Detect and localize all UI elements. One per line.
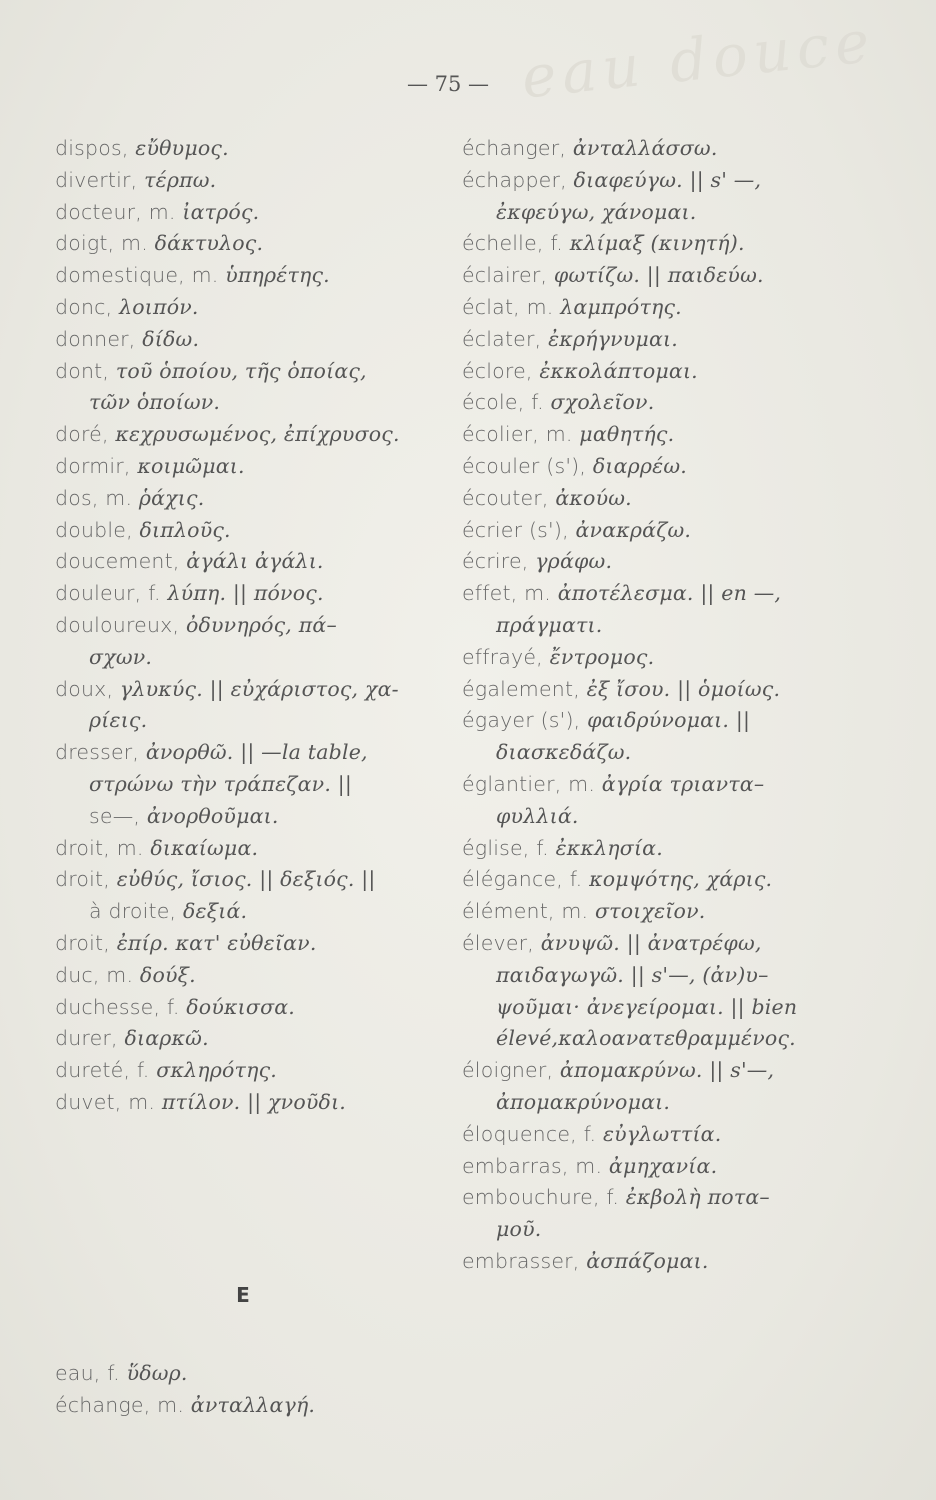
french-headword: dormir, bbox=[55, 453, 138, 478]
greek-translation: διαρρέω. bbox=[592, 453, 687, 478]
french-headword: écrier (s'), bbox=[462, 517, 576, 542]
dictionary-entry-line bbox=[462, 864, 872, 896]
dictionary-entry-line bbox=[55, 260, 455, 292]
greek-translation: ρίεις. bbox=[89, 708, 148, 733]
greek-translation: λοιπόν. bbox=[119, 294, 199, 319]
dictionary-entry-line bbox=[55, 546, 455, 578]
french-headword: écouler (s'), bbox=[462, 453, 593, 478]
greek-translation: μαθητής. bbox=[579, 422, 675, 447]
french-headword: droit, bbox=[55, 867, 117, 892]
greek-translation: élevé,καλοανατεθραμμένος. bbox=[496, 1026, 796, 1051]
dictionary-entry-line bbox=[462, 1023, 872, 1055]
right-column bbox=[462, 133, 872, 1278]
french-headword: dont, bbox=[55, 358, 116, 383]
greek-translation: ἀνορθῶ. || —la table, bbox=[145, 740, 368, 765]
greek-translation: στρώνω τὴν τράπεζαν. || bbox=[89, 771, 352, 796]
left-column bbox=[55, 133, 455, 1119]
french-headword: dresser, bbox=[55, 740, 146, 765]
greek-translation: μοῦ. bbox=[496, 1217, 542, 1242]
dictionary-entry-line bbox=[55, 896, 455, 928]
dictionary-entry-line bbox=[55, 387, 455, 419]
greek-translation: εὔθυμος. bbox=[135, 136, 229, 160]
dictionary-entry-line bbox=[55, 133, 455, 165]
greek-translation: γράφω. bbox=[535, 549, 613, 574]
dictionary-entry-line bbox=[55, 356, 455, 388]
greek-translation: εὐθύς, ἴσιος. || δεξιός. || bbox=[116, 867, 376, 892]
dictionary-entry-line bbox=[55, 705, 455, 737]
greek-translation: δίδω. bbox=[142, 326, 200, 351]
french-headword: docteur, m. bbox=[55, 199, 183, 224]
greek-translation: στοιχεῖον. bbox=[594, 899, 706, 924]
greek-translation: ῥάχις. bbox=[138, 485, 205, 510]
greek-translation: ἐκκλησία. bbox=[555, 835, 663, 860]
greek-translation: ἀνταλλαγή. bbox=[190, 1392, 316, 1417]
french-headword: églantier, m. bbox=[462, 771, 602, 796]
left-column-continuation bbox=[55, 1358, 455, 1422]
french-headword: se—, bbox=[89, 803, 147, 828]
dictionary-entry-line bbox=[462, 1055, 872, 1087]
dictionary-entry-line bbox=[55, 960, 455, 992]
dictionary-entry-line bbox=[55, 165, 455, 197]
dictionary-entry-line bbox=[462, 515, 872, 547]
greek-translation: ὕδωρ. bbox=[126, 1361, 188, 1385]
dictionary-entry-line bbox=[55, 610, 455, 642]
greek-translation: παιδαγωγῶ. || s'—, (ἀν)υ– bbox=[496, 962, 769, 987]
french-headword: donner, bbox=[55, 326, 143, 351]
greek-translation: κεχρυσωμένος, ἐπίχρυσος. bbox=[115, 422, 400, 447]
dictionary-entry-line bbox=[55, 419, 455, 451]
greek-translation: ἀπομακρύνομαι. bbox=[496, 1089, 671, 1114]
dictionary-entry-line bbox=[462, 610, 872, 642]
dictionary-entry-line bbox=[462, 578, 872, 610]
french-headword: école, f. bbox=[462, 390, 551, 415]
french-headword: divertir, bbox=[55, 167, 145, 192]
greek-translation: διπλοῦς. bbox=[139, 517, 231, 542]
dictionary-entry-line bbox=[462, 737, 872, 769]
greek-translation: σκληρότης. bbox=[156, 1058, 277, 1083]
french-headword: échelle, f. bbox=[462, 231, 570, 256]
greek-translation: διαρκῶ. bbox=[124, 1026, 209, 1051]
french-headword: domestique, m. bbox=[55, 263, 226, 288]
greek-translation: δεξιά. bbox=[183, 899, 248, 924]
dictionary-entry-line bbox=[462, 133, 872, 165]
greek-translation: σχολεῖον. bbox=[550, 390, 655, 415]
dictionary-entry-line bbox=[55, 228, 455, 260]
greek-translation: ἀνορθοῦμαι. bbox=[146, 803, 279, 828]
french-headword: effet, m. bbox=[462, 581, 558, 606]
greek-translation: ἐκφεύγω, χάνομαι. bbox=[496, 199, 697, 224]
dictionary-entry-line bbox=[462, 674, 872, 706]
greek-translation: ἐξ ἴσου. || ὁμοίως. bbox=[586, 676, 781, 701]
greek-translation: δικαίωμα. bbox=[150, 835, 259, 860]
greek-translation: λαμπρότης. bbox=[560, 294, 682, 319]
dictionary-entry-line bbox=[462, 292, 872, 324]
greek-translation: ἀνταλλάσσω. bbox=[572, 136, 718, 160]
greek-translation: ἐκβολὴ ποτα– bbox=[625, 1185, 770, 1210]
french-headword: effrayé, bbox=[462, 644, 550, 669]
dictionary-entry-line bbox=[462, 1182, 872, 1214]
greek-translation: φαιδρύνομαι. || bbox=[587, 708, 751, 733]
dictionary-entry-line bbox=[55, 1358, 455, 1390]
french-headword: écouter, bbox=[462, 485, 556, 510]
dictionary-entry-line bbox=[55, 1023, 455, 1055]
greek-translation: σχων. bbox=[89, 644, 153, 669]
dictionary-entry-line bbox=[462, 833, 872, 865]
french-headword: éclater, bbox=[462, 326, 549, 351]
greek-translation: διασκεδάζω. bbox=[496, 740, 632, 765]
french-headword: écrire, bbox=[462, 549, 536, 574]
dictionary-entry-line bbox=[462, 896, 872, 928]
french-headword: embouchure, f. bbox=[462, 1185, 626, 1210]
dictionary-entry-line bbox=[462, 801, 872, 833]
french-headword: duchesse, f. bbox=[55, 994, 187, 1019]
dictionary-entry-line bbox=[462, 419, 872, 451]
greek-translation: ἀνακράζω. bbox=[575, 517, 692, 542]
dictionary-entry-line bbox=[462, 197, 872, 229]
french-headword: éloquence, f. bbox=[462, 1121, 603, 1146]
dictionary-entry-line bbox=[462, 769, 872, 801]
dictionary-entry-line bbox=[55, 515, 455, 547]
handwritten-annotation: eau douce bbox=[518, 6, 879, 112]
french-headword: éclairer, bbox=[462, 263, 554, 288]
greek-translation: ἐπίρ. κατ' εὐθεῖαν. bbox=[116, 930, 317, 955]
dictionary-entry-line bbox=[55, 928, 455, 960]
greek-translation: ἔντρομος. bbox=[549, 644, 655, 669]
dictionary-entry-line bbox=[55, 197, 455, 229]
section-heading: E bbox=[236, 1283, 250, 1307]
greek-translation: ἀκούω. bbox=[555, 485, 632, 510]
dictionary-entry-line bbox=[55, 1055, 455, 1087]
dictionary-entry-line bbox=[462, 992, 872, 1024]
french-headword: église, f. bbox=[462, 835, 556, 860]
greek-translation: ἀνυψῶ. || ἀνατρέφω, bbox=[540, 930, 762, 955]
french-headword: échange, m. bbox=[55, 1392, 191, 1417]
french-headword: dos, m. bbox=[55, 485, 139, 510]
dictionary-entry-line bbox=[55, 992, 455, 1024]
dictionary-entry-line bbox=[462, 1151, 872, 1183]
greek-translation: διαφεύγω. || s' —, bbox=[573, 167, 762, 192]
dictionary-entry-line bbox=[462, 705, 872, 737]
dictionary-entry-line bbox=[462, 324, 872, 356]
greek-translation: φωτίζω. || παιδεύω. bbox=[553, 263, 764, 288]
greek-translation: ἀπομακρύνω. || s'—, bbox=[559, 1058, 775, 1083]
french-headword: doré, bbox=[55, 422, 116, 447]
french-headword: eau, f. bbox=[55, 1361, 127, 1385]
dictionary-entry-line bbox=[462, 1214, 872, 1246]
dictionary-entry-line bbox=[462, 642, 872, 674]
dictionary-entry-line bbox=[55, 674, 455, 706]
greek-translation: κομψότης, χάρις. bbox=[589, 867, 773, 892]
dictionary-entry-line bbox=[462, 928, 872, 960]
dictionary-entry-line bbox=[55, 324, 455, 356]
french-headword: écolier, m. bbox=[462, 422, 580, 447]
greek-translation: κοιμῶμαι. bbox=[137, 453, 245, 478]
greek-translation: δούκισσα. bbox=[186, 994, 296, 1019]
greek-translation: ἀσπάζομαι. bbox=[586, 1248, 709, 1273]
french-headword: à droite, bbox=[89, 899, 183, 924]
french-headword: également, bbox=[462, 676, 587, 701]
dictionary-entry-line bbox=[55, 1087, 455, 1119]
french-headword: duvet, m. bbox=[55, 1089, 162, 1114]
greek-translation: ἀγάλι ἀγάλι. bbox=[186, 549, 324, 574]
greek-translation: δούξ. bbox=[139, 962, 196, 987]
dictionary-entry-line bbox=[55, 864, 455, 896]
greek-translation: ἀποτέλεσμα. || en —, bbox=[557, 581, 782, 606]
greek-translation: πτίλον. || χνοῦδι. bbox=[161, 1089, 347, 1114]
greek-translation: ἰατρός. bbox=[182, 199, 260, 224]
french-headword: droit, bbox=[55, 930, 117, 955]
greek-translation: κλίμαξ (κινητή). bbox=[569, 231, 745, 256]
greek-translation: ὑπηρέτης. bbox=[225, 263, 330, 288]
dictionary-entry-line bbox=[462, 260, 872, 292]
dictionary-entry-line bbox=[55, 1390, 455, 1422]
french-headword: échanger, bbox=[462, 136, 573, 160]
french-headword: douloureux, bbox=[55, 612, 186, 637]
french-headword: élément, m. bbox=[462, 899, 595, 924]
french-headword: doux, bbox=[55, 676, 120, 701]
greek-translation: δάκτυλος. bbox=[154, 231, 264, 256]
dictionary-entry-line bbox=[55, 578, 455, 610]
dictionary-entry-line bbox=[55, 483, 455, 515]
french-headword: élégance, f. bbox=[462, 867, 590, 892]
dictionary-entry-line bbox=[462, 960, 872, 992]
french-headword: doucement, bbox=[55, 549, 187, 574]
greek-translation: ἀγρία τριαντα– bbox=[601, 771, 765, 796]
dictionary-entry-line bbox=[462, 228, 872, 260]
dictionary-entry-line bbox=[462, 451, 872, 483]
french-headword: duc, m. bbox=[55, 962, 140, 987]
dictionary-entry-line bbox=[462, 546, 872, 578]
greek-translation: λύπη. || πόνος. bbox=[167, 581, 324, 606]
dictionary-entry-line bbox=[462, 165, 872, 197]
french-headword: élever, bbox=[462, 930, 541, 955]
french-headword: dureté, f. bbox=[55, 1058, 157, 1083]
dictionary-entry-line bbox=[462, 356, 872, 388]
french-headword: doigt, m. bbox=[55, 231, 155, 256]
dictionary-entry-line bbox=[462, 1087, 872, 1119]
greek-translation: τέρπω. bbox=[144, 167, 217, 192]
greek-translation: ἐκκολάπτομαι. bbox=[539, 358, 698, 383]
dictionary-entry-line bbox=[462, 483, 872, 515]
french-headword: éclat, m. bbox=[462, 294, 561, 319]
page-number: — 75 — bbox=[406, 72, 490, 96]
greek-translation: ψοῦμαι· ἀνεγείρομαι. || bien bbox=[496, 994, 798, 1019]
dictionary-entry-line bbox=[55, 801, 455, 833]
greek-translation: ἀμηχανία. bbox=[608, 1153, 718, 1178]
dictionary-entry-line bbox=[462, 387, 872, 419]
greek-translation: φυλλιά. bbox=[496, 803, 579, 828]
french-headword: double, bbox=[55, 517, 140, 542]
greek-translation: τῶν ὁποίων. bbox=[89, 390, 221, 415]
dictionary-entry-line bbox=[462, 1246, 872, 1278]
french-headword: embrasser, bbox=[462, 1248, 587, 1273]
french-headword: droit, m. bbox=[55, 835, 151, 860]
french-headword: douleur, f. bbox=[55, 581, 168, 606]
french-headword: durer, bbox=[55, 1026, 125, 1051]
dictionary-entry-line bbox=[55, 451, 455, 483]
dictionary-entry-line bbox=[462, 1119, 872, 1151]
french-headword: éclore, bbox=[462, 358, 540, 383]
french-headword: embarras, m. bbox=[462, 1153, 609, 1178]
dictionary-entry-line bbox=[55, 737, 455, 769]
greek-translation: ἐκρήγνυμαι. bbox=[548, 326, 678, 351]
french-headword: donc, bbox=[55, 294, 120, 319]
french-headword: échapper, bbox=[462, 167, 574, 192]
dictionary-entry-line bbox=[55, 833, 455, 865]
dictionary-entry-line bbox=[55, 642, 455, 674]
french-headword: éloigner, bbox=[462, 1058, 560, 1083]
french-headword: dispos, bbox=[55, 136, 136, 160]
dictionary-entry-line bbox=[55, 292, 455, 324]
greek-translation: εὐγλωττία. bbox=[602, 1121, 722, 1146]
greek-translation: ὀδυνηρός, πά– bbox=[185, 612, 337, 637]
greek-translation: γλυκύς. || εὐχάριστος, χα- bbox=[119, 676, 399, 701]
greek-translation: τοῦ ὁποίου, τῆς ὁποίας, bbox=[115, 358, 367, 383]
french-headword: égayer (s'), bbox=[462, 708, 588, 733]
greek-translation: πράγματι. bbox=[496, 612, 603, 637]
dictionary-entry-line bbox=[55, 769, 455, 801]
